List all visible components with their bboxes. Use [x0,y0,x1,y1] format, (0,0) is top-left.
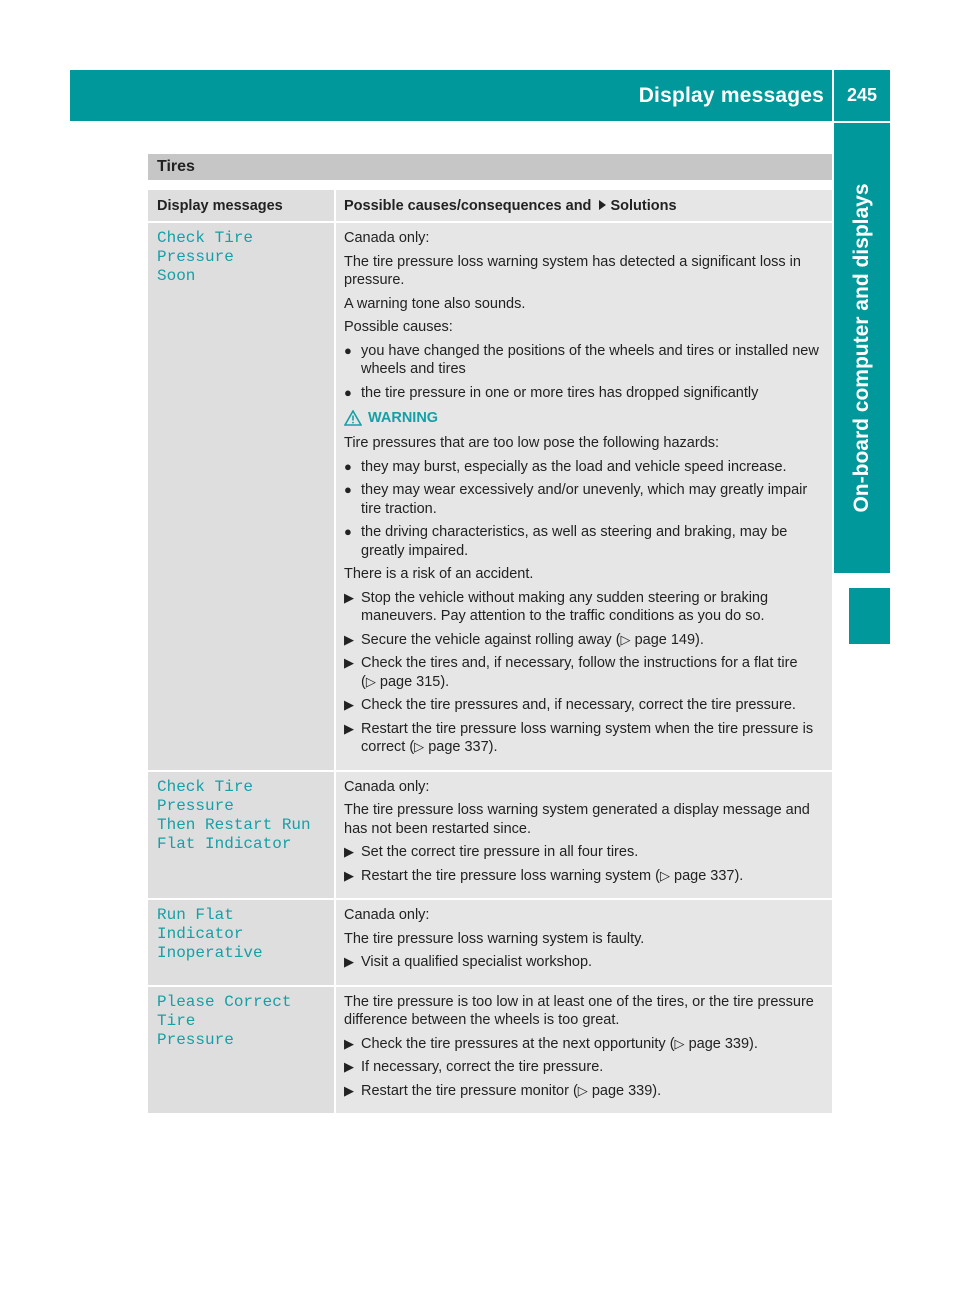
paragraph: The tire pressure loss warning system has detected a significant loss in pressure. [344,253,801,288]
bullet-text: the tire pressure in one or more tires has dropped significantly [361,384,759,401]
warning-heading [344,410,826,426]
paragraph: There is a risk of an accident. [344,566,534,582]
message-cell [148,900,334,985]
table-header-row [148,190,832,223]
paragraph: Tire pressures that are too low pose the following hazards: [344,435,720,451]
step-text: If necessary, correct the tire pressure. [361,1059,604,1075]
page-ref-icon: ▷ [414,739,425,754]
message-line: Pressure [157,1030,234,1049]
page-ref[interactable]: page 149). [634,631,704,648]
col-header-solutions [336,190,832,221]
paragraph: Canada only: [344,778,430,795]
col-header-post: Solutions [610,198,677,214]
messages-table [148,190,832,1115]
bullet-item [344,342,826,379]
bullet-icon: ● [344,482,352,497]
table-row [148,223,832,772]
message-line: Flat Indicator [157,834,292,853]
col-header-pre: Possible causes/consequences and [344,198,592,214]
header-title: Display messages [638,83,824,107]
bullet-text: the driving characteristics, as well as steering and braking, may be greatly impaired. [361,524,788,559]
action-arrow-icon: ▶ [344,1082,354,1098]
bullet-text: they may wear excessively and/or unevenly, which may greatly impair tire traction. [361,482,808,517]
action-arrow-icon: ▶ [344,720,354,736]
message-line: Inoperative [157,944,263,962]
bullet-icon: ● [344,342,352,358]
solution-cell [336,987,832,1114]
page-ref-icon: ▷ [620,631,631,647]
action-arrow-icon: ▶ [344,1035,354,1051]
page-ref[interactable]: page 337). [428,739,498,755]
warning-label: WARNING [368,410,439,426]
action-step [344,654,826,691]
table-row [148,987,832,1116]
paragraph: The tire pressure loss warning system is faulty. [344,930,645,947]
page-ref[interactable]: page 339). [591,1082,662,1099]
side-tab-label: On-board computer and displays [850,183,873,513]
step-text: Stop the vehicle without making any sudden steering or braking maneuvers. Pay attention to the traffic conditions as you do so. [361,589,769,624]
bullet-item [344,481,826,518]
action-step [344,589,826,626]
bullet-icon: ● [344,458,352,474]
action-arrow-icon: ▶ [344,655,354,670]
paragraph: Canada only: [344,230,430,246]
action-arrow-icon: ▶ [344,844,354,859]
page-ref-icon: ▷ [577,1082,588,1098]
step-text: Restart the tire pressure loss warning system when the tire pressure is correct ( [361,720,814,755]
message-line: Run Flat Indicator [157,906,244,943]
warning-icon [344,410,362,426]
action-step [344,1058,826,1077]
message-line: Please Correct Tire [157,992,292,1030]
message-line: Then Restart Run [157,815,311,834]
page-ref[interactable]: page 315). [379,673,450,690]
action-step [344,1035,826,1054]
action-step [344,1082,826,1101]
col-header-display-messages: Display messages [148,190,334,221]
step-text: Set the correct tire pressure in all four tires. [361,844,639,860]
side-block [849,588,890,644]
bullet-text: they may burst, especially as the load and vehicle speed increase. [361,458,787,475]
page-ref[interactable]: page 337). [674,867,744,884]
bullet-item [344,384,826,403]
step-text: Check the tire pressures and, if necessary, correct the tire pressure. [361,697,796,713]
message-line: Check Tire Pressure [157,229,254,266]
page-ref-icon: ▷ [659,867,670,883]
action-arrow-icon [599,200,606,210]
paragraph: The tire pressure loss warning system generated a display message and has not been restarted since. [344,802,810,837]
step-text: Check the tires and, if necessary, follow the instructions for a flat tire ( [361,655,798,690]
message-cell [148,223,334,770]
action-arrow-icon: ▶ [344,867,354,883]
step-text: Restart the tire pressure loss warning system ( [361,867,660,884]
page-number: 245 [834,70,890,121]
action-step [344,953,826,972]
bullet-icon: ● [344,524,352,539]
section-title: Tires [148,154,832,180]
message-cell [148,987,334,1114]
message-line: Check Tire Pressure [157,777,254,815]
solution-cell [336,223,832,770]
page-ref-icon: ▷ [365,673,376,689]
action-arrow-icon: ▶ [344,954,354,969]
action-step [344,696,826,715]
table-row [148,772,832,901]
action-step [344,720,826,757]
paragraph: A warning tone also sounds. [344,295,526,312]
page-ref-icon: ▷ [674,1035,685,1051]
step-text: Secure the vehicle against rolling away ( [361,631,621,648]
message-line: Soon [157,267,196,285]
bullet-text: you have changed the positions of the wheels and tires or installed new wheels and tires [361,342,819,377]
message-cell [148,772,334,899]
step-text: Check the tire pressures at the next opportunity ( [361,1035,675,1052]
paragraph: The tire pressure is too low in at least one of the tires, or the tire pressure difference between the wheels is too great. [344,993,814,1028]
action-arrow-icon: ▶ [344,1059,354,1074]
bullet-icon: ● [344,384,352,400]
header-bar [70,70,832,121]
action-step [344,867,826,886]
table-row [148,900,832,987]
solution-cell [336,900,832,985]
paragraph: Canada only: [344,907,430,923]
action-arrow-icon: ▶ [344,589,354,605]
step-text: Visit a qualified specialist workshop. [361,954,593,970]
bullet-item [344,458,826,477]
page-ref[interactable]: page 339). [688,1035,758,1052]
action-arrow-icon: ▶ [344,697,354,712]
paragraph: Possible causes: [344,319,453,335]
action-step [344,843,826,862]
solution-cell [336,772,832,899]
step-text: Restart the tire pressure monitor ( [361,1082,578,1099]
bullet-item [344,523,826,560]
action-step [344,631,826,650]
action-arrow-icon: ▶ [344,631,354,647]
